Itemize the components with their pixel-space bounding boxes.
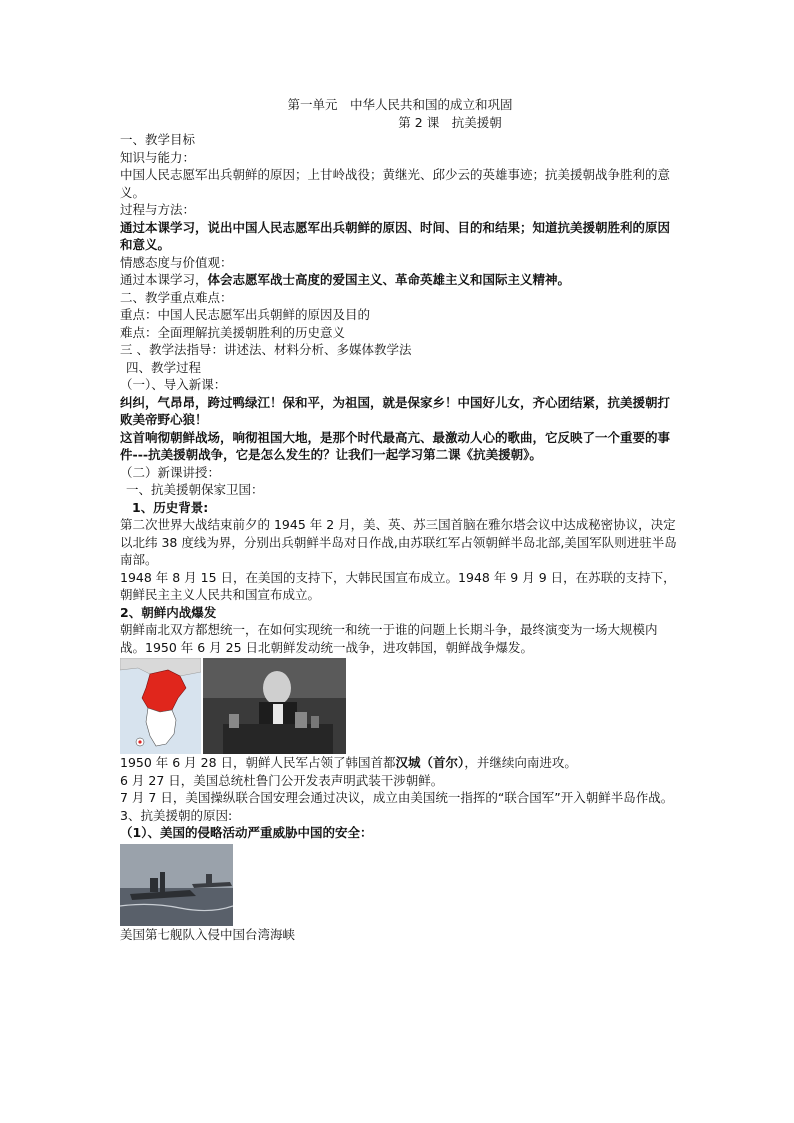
seventh-fleet-photo xyxy=(120,844,233,926)
background-text-2: 1948 年 8 月 15 日，在美国的支持下，大韩民国宣布成立。1948 年 9 月 9 日，在苏联的支持下，朝鲜民主主义人民共和国宣布成立。 xyxy=(120,569,676,602)
background-label: 1、历史背景: xyxy=(132,499,209,515)
process-text: 通过本课学习，说出中国人民志愿军出兵朝鲜的原因、时间、目的和结果；知道抗美援朝胜利的原因和意义。 xyxy=(120,219,671,252)
event-1-bold: 汉城（首尔） xyxy=(395,755,465,770)
truman-speech-photo xyxy=(203,658,346,754)
emotion-label: 情感态度与价值观： xyxy=(120,254,233,270)
difficulty-point: 难点：全面理解抗美援朝胜利的历史意义 xyxy=(120,324,346,340)
emotion-text xyxy=(120,271,680,289)
ship-caption: 美国第七舰队入侵中国台湾海峡 xyxy=(120,926,296,942)
key-point: 重点：中国人民志愿军出兵朝鲜的原因及目的 xyxy=(120,307,371,322)
emotion-bold: 体会志愿军战士高度的爱国主义、革命英雄主义和国际主义精神。 xyxy=(207,272,571,287)
korea-map-svg xyxy=(120,658,201,754)
background-text-1: 第二次世界大战结束前夕的 1945 年 2 月，美、英、苏三国首脑在雅尔塔会议中达成秘密协议，决定以北纬 38 度线为界，分别出兵朝鲜半岛对日作战,由苏联红军占领朝鲜半岛北部,美国军队则进驻半岛南部。 xyxy=(120,517,677,567)
section1-heading: 一、抗美援朝保家卫国： xyxy=(126,482,264,497)
intro-question: 这首响彻朝鲜战场，响彻祖国大地，是那个时代最高亢、最激动人心的歌曲，它反映了一个重要的事件---抗美援朝战争，它是怎么发生的？让我们一起学习第二课《抗美援朝》。 xyxy=(120,429,671,462)
emotion-prefix: 通过本课学习， xyxy=(120,272,208,287)
document-page xyxy=(120,96,680,943)
korea-map-image xyxy=(120,658,201,754)
lesson-title: 第 2 课 抗美援朝 xyxy=(398,114,502,130)
intro-song: 纠纠，气昂昂，跨过鸭绿江！保和平，为祖国，就是保家乡！中国好儿女，齐心团结紧，抗美援朝打败美帝野心狼！ xyxy=(120,394,671,427)
new-lesson-label: （二）新课讲授： xyxy=(120,464,221,480)
event-1 xyxy=(120,754,680,772)
event-1-prefix: 1950 年 6 月 28 日，朝鲜人民军占领了韩国首都 xyxy=(120,755,396,770)
truman-photo-svg xyxy=(203,658,346,754)
event-3: 7 月 7 日，美国操纵联合国安理会通过决议，成立由美国统一指挥的“联合国军”开入朝鲜半岛作战。 xyxy=(120,790,674,805)
unit-title: 第一单元 中华人民共和国的成立和巩固 xyxy=(287,97,513,112)
process-heading: 四、教学过程 xyxy=(126,359,202,375)
image-row xyxy=(120,658,680,754)
reasons-label: 3、抗美援朝的原因: xyxy=(120,807,233,823)
event-1-suffix: ，并继续向南进攻。 xyxy=(464,755,577,770)
civil-war-label: 2、朝鲜内战爆发 xyxy=(120,604,217,620)
objectives-heading: 一、教学目标 xyxy=(120,132,196,147)
intro-label: （一）、导入新课： xyxy=(120,377,227,392)
knowledge-label: 知识与能力： xyxy=(120,149,196,165)
reason-1: （1）、美国的侵略活动严重威胁中国的安全： xyxy=(120,825,373,840)
process-label: 过程与方法： xyxy=(120,202,196,217)
key-points-heading: 二、教学重点难点： xyxy=(120,289,233,305)
knowledge-text: 中国人民志愿军出兵朝鲜的原因；上甘岭战役；黄继光、邱少云的英雄事迹；抗美援朝战争胜利的意义。 xyxy=(120,167,671,200)
fleet-photo-svg xyxy=(120,844,233,926)
event-2: 6 月 27 日，美国总统杜鲁门公开发表声明武装干涉朝鲜。 xyxy=(120,772,444,788)
methods-line: 三 、教学法指导：讲述法、材料分析、多媒体教学法 xyxy=(120,342,412,357)
civil-war-text: 朝鲜南北双方都想统一，在如何实现统一和统一于谁的问题上长期斗争，最终演变为一场大规模内战。1950 年 6 月 25 日北朝鲜发动统一战争，进攻韩国，朝鲜战争爆发。 xyxy=(120,622,658,655)
